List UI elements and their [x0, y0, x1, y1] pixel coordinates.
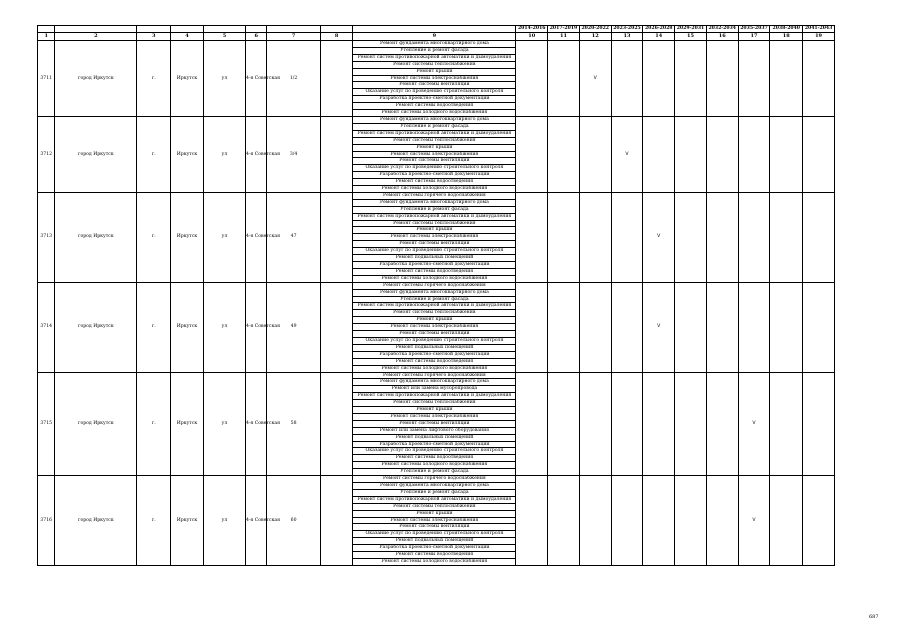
- city-name: город Иркутск: [55, 282, 137, 372]
- period-cell: [770, 192, 803, 282]
- header-empty-cell: [171, 26, 204, 33]
- work-type: Ремонт системы горячего водоснабжения: [353, 476, 516, 483]
- period-cell: [548, 192, 580, 282]
- table-row: [38, 372, 835, 379]
- column-number: 3: [137, 33, 171, 41]
- column-number: 16: [706, 33, 738, 41]
- column-number: 4: [171, 33, 204, 41]
- table-row: [38, 41, 835, 48]
- street-type: ул: [203, 116, 245, 192]
- work-type: Ремонт системы горячего водоснабжения: [353, 372, 516, 379]
- work-type: Разработка проектно-сметной документации: [353, 262, 516, 269]
- period-cell: [675, 192, 707, 282]
- work-type: Оказание услуг по проведению строительного контроля: [353, 165, 516, 172]
- period-cell: [548, 372, 580, 476]
- period-cell: [516, 41, 548, 117]
- work-type: Ремонт системы холодного водоснабжения: [353, 275, 516, 282]
- period-cell: [770, 116, 803, 192]
- column-number: 1: [38, 33, 55, 41]
- street-type: ул: [203, 372, 245, 476]
- period-cell: [803, 116, 835, 192]
- city-name: город Иркутск: [55, 116, 137, 192]
- period-header: 2041-2043: [803, 26, 835, 33]
- work-type: Утепление и ремонт фасада: [353, 47, 516, 54]
- period-cell: [516, 372, 548, 476]
- column-number: 8: [320, 33, 353, 41]
- period-cell: [738, 116, 770, 192]
- period-cell: [803, 282, 835, 372]
- work-type: Ремонт системы электроснабжения: [353, 75, 516, 82]
- settlement-name: Иркутск: [171, 116, 204, 192]
- period-cell: [675, 372, 707, 476]
- period-cell: [611, 192, 643, 282]
- period-cell: [611, 476, 643, 566]
- column-number: 2: [55, 33, 137, 41]
- work-type: Ремонт фундамента многоквартирного дома: [353, 41, 516, 48]
- period-cell: [706, 372, 738, 476]
- period-cell: [643, 116, 675, 192]
- empty-cell: [320, 282, 353, 372]
- work-type: Утепление и ремонт фасада: [353, 296, 516, 303]
- work-type: Разработка проектно-сметной документации: [353, 351, 516, 358]
- work-type: Ремонт системы холодного водоснабжения: [353, 110, 516, 117]
- column-number: 5: [203, 33, 245, 41]
- period-cell: [643, 41, 675, 117]
- work-type: Оказание услуг по проведению строительного контроля: [353, 448, 516, 455]
- settlement-name: Иркутск: [171, 372, 204, 476]
- period-cell: [770, 41, 803, 117]
- work-type: Ремонт или замена мусоропровода: [353, 386, 516, 393]
- work-type: Ремонт системы водоотведения: [353, 179, 516, 186]
- column-number-row: [38, 33, 835, 41]
- work-type: Ремонт фундамента многоквартирного дома: [353, 116, 516, 123]
- work-type: Ремонт системы холодного водоснабжения: [353, 558, 516, 565]
- work-type: Ремонт системы водоотведения: [353, 552, 516, 559]
- house-number: 3/4: [267, 116, 320, 192]
- street-type: ул: [203, 476, 245, 566]
- street-type: ул: [203, 41, 245, 117]
- period-cell: [516, 476, 548, 566]
- period-check-mark: V: [738, 372, 770, 476]
- period-cell: [803, 372, 835, 476]
- empty-cell: [320, 116, 353, 192]
- empty-cell: [320, 476, 353, 566]
- house-number: 58: [267, 372, 320, 476]
- period-header: 2032-2034: [706, 26, 738, 33]
- settlement-name: Иркутск: [171, 192, 204, 282]
- period-cell: [548, 282, 580, 372]
- repair-schedule-table: [37, 25, 835, 566]
- work-type: Ремонт систем противопожарной автоматики и дымоудаления: [353, 130, 516, 137]
- empty-cell: [320, 192, 353, 282]
- street-type: ул: [203, 282, 245, 372]
- street-name: 4-я Советская: [245, 116, 267, 192]
- street-name: 4-я Советская: [245, 476, 267, 566]
- period-check-mark: V: [643, 192, 675, 282]
- period-cell: [548, 41, 580, 117]
- street-type: ул: [203, 192, 245, 282]
- work-type: Разработка проектно-сметной документации: [353, 441, 516, 448]
- period-check-mark: V: [643, 282, 675, 372]
- work-type: Ремонт крыши: [353, 407, 516, 414]
- column-number: 10: [516, 33, 548, 41]
- header-empty-cell: [267, 26, 320, 33]
- period-cell: [706, 282, 738, 372]
- column-number: 11: [548, 33, 580, 41]
- work-type: Ремонт системы теплоснабжения: [353, 137, 516, 144]
- period-cell: [770, 282, 803, 372]
- work-type: Ремонт крыши: [353, 317, 516, 324]
- column-number: 18: [770, 33, 803, 41]
- settlement-type: г.: [137, 41, 171, 117]
- empty-cell: [320, 41, 353, 117]
- period-cell: [803, 192, 835, 282]
- work-type: Оказание услуг по проведению строительного контроля: [353, 337, 516, 344]
- work-type: Оказание услуг по проведению строительного контроля: [353, 531, 516, 538]
- period-cell: [738, 282, 770, 372]
- work-type: Разработка проектно-сметной документации: [353, 545, 516, 552]
- house-number: 1/2: [267, 41, 320, 117]
- settlement-type: г.: [137, 192, 171, 282]
- period-cell: [738, 192, 770, 282]
- work-type: Утепление и ремонт фасада: [353, 123, 516, 130]
- column-number: 13: [611, 33, 643, 41]
- work-type: Ремонт фундамента многоквартирного дома: [353, 483, 516, 490]
- period-cell: [579, 282, 611, 372]
- period-cell: [706, 476, 738, 566]
- header-empty-cell: [320, 26, 353, 33]
- period-check-mark: V: [579, 41, 611, 117]
- work-type: Ремонт фундамента многоквартирного дома: [353, 289, 516, 296]
- record-id: 3714: [38, 282, 55, 372]
- work-type: Ремонт системы горячего водоснабжения: [353, 192, 516, 199]
- period-cell: [516, 282, 548, 372]
- work-type: Разработка проектно-сметной документации: [353, 172, 516, 179]
- period-cell: [643, 476, 675, 566]
- column-number: 17: [738, 33, 770, 41]
- period-header: 2023-2025: [611, 26, 643, 33]
- period-check-mark: V: [611, 116, 643, 192]
- period-header: 2014-2016: [516, 26, 548, 33]
- period-cell: [706, 116, 738, 192]
- table-row: [38, 116, 835, 123]
- house-number: 60: [267, 476, 320, 566]
- settlement-name: Иркутск: [171, 476, 204, 566]
- work-type: Ремонт системы вентиляции: [353, 420, 516, 427]
- column-number: 14: [643, 33, 675, 41]
- record-id: 3713: [38, 192, 55, 282]
- period-header: 2017-2019: [548, 26, 580, 33]
- work-type: Ремонт системы вентиляции: [353, 158, 516, 165]
- street-name: 4-я Советская: [245, 41, 267, 117]
- work-type: Ремонт систем противопожарной автоматики и дымоудаления: [353, 496, 516, 503]
- page-number: 687: [869, 614, 879, 620]
- period-cell: [706, 192, 738, 282]
- record-id: 3711: [38, 41, 55, 117]
- column-number: 9: [353, 33, 516, 41]
- work-type: Ремонт систем противопожарной автоматики и дымоудаления: [353, 303, 516, 310]
- period-cell: [579, 192, 611, 282]
- header-empty-cell: [245, 26, 267, 33]
- period-cell: [548, 476, 580, 566]
- table-row: [38, 282, 835, 289]
- work-type: Ремонт системы вентиляции: [353, 331, 516, 338]
- work-type: Ремонт фундамента многоквартирного дома: [353, 379, 516, 386]
- city-name: город Иркутск: [55, 372, 137, 476]
- header-empty-cell: [55, 26, 137, 33]
- house-number: 49: [267, 282, 320, 372]
- settlement-type: г.: [137, 282, 171, 372]
- settlement-type: г.: [137, 372, 171, 476]
- work-type: Ремонт подвальных помещений: [353, 255, 516, 262]
- work-type: Ремонт системы теплоснабжения: [353, 400, 516, 407]
- settlement-name: Иркутск: [171, 41, 204, 117]
- work-type: Ремонт системы электроснабжения: [353, 151, 516, 158]
- work-type: Оказание услуг по проведению строительного контроля: [353, 248, 516, 255]
- work-type: Ремонт системы вентиляции: [353, 524, 516, 531]
- work-type: Ремонт крыши: [353, 227, 516, 234]
- work-type: Утепление и ремонт фасада: [353, 206, 516, 213]
- city-name: город Иркутск: [55, 41, 137, 117]
- work-type: Ремонт или замена лифтового оборудования: [353, 427, 516, 434]
- period-header: 2029-2031: [675, 26, 707, 33]
- period-cell: [675, 41, 707, 117]
- period-cell: [611, 41, 643, 117]
- period-cell: [803, 476, 835, 566]
- work-type: Ремонт системы водоотведения: [353, 268, 516, 275]
- column-number: 12: [579, 33, 611, 41]
- settlement-type: г.: [137, 476, 171, 566]
- work-type: Ремонт системы вентиляции: [353, 241, 516, 248]
- period-cell: [675, 282, 707, 372]
- work-type: Ремонт системы теплоснабжения: [353, 310, 516, 317]
- period-cell: [516, 116, 548, 192]
- work-type: Утепление и ремонт фасада: [353, 469, 516, 476]
- period-cell: [770, 476, 803, 566]
- work-type: Ремонт систем противопожарной автоматики и дымоудаления: [353, 213, 516, 220]
- work-type: Ремонт системы электроснабжения: [353, 234, 516, 241]
- period-header: 2038-2040: [770, 26, 803, 33]
- work-type: Утепление и ремонт фасада: [353, 489, 516, 496]
- work-type: Ремонт подвальных помещений: [353, 538, 516, 545]
- work-type: Ремонт системы электроснабжения: [353, 517, 516, 524]
- period-cell: [738, 41, 770, 117]
- work-type: Ремонт системы теплоснабжения: [353, 61, 516, 68]
- city-name: город Иркутск: [55, 476, 137, 566]
- period-cell: [579, 116, 611, 192]
- work-type: Ремонт системы холодного водоснабжения: [353, 365, 516, 372]
- period-cell: [803, 41, 835, 117]
- street-name: 4-я Советская: [245, 282, 267, 372]
- street-name: 4-я Советская: [245, 372, 267, 476]
- work-type: Разработка проектно-сметной документации: [353, 96, 516, 103]
- period-cell: [579, 372, 611, 476]
- work-type: Ремонт систем противопожарной автоматики и дымоудаления: [353, 393, 516, 400]
- period-header: 2035-2037: [738, 26, 770, 33]
- record-id: 3712: [38, 116, 55, 192]
- street-name: 4-я Советская: [245, 192, 267, 282]
- work-type: Ремонт подвальных помещений: [353, 434, 516, 441]
- header-empty-cell: [137, 26, 171, 33]
- table-row: [38, 192, 835, 199]
- record-id: 3715: [38, 372, 55, 476]
- period-cell: [770, 372, 803, 476]
- work-type: Ремонт системы горячего водоснабжения: [353, 282, 516, 289]
- column-number: 19: [803, 33, 835, 41]
- work-type: Ремонт крыши: [353, 510, 516, 517]
- period-cell: [675, 116, 707, 192]
- record-id: 3716: [38, 476, 55, 566]
- settlement-name: Иркутск: [171, 282, 204, 372]
- work-type: Ремонт крыши: [353, 144, 516, 151]
- work-type: Ремонт системы водоотведения: [353, 358, 516, 365]
- work-type: Ремонт фундамента многоквартирного дома: [353, 199, 516, 206]
- table-row: [38, 476, 835, 483]
- period-cell: [611, 372, 643, 476]
- work-type: Ремонт системы электроснабжения: [353, 324, 516, 331]
- header-empty-cell: [38, 26, 55, 33]
- work-type: Ремонт системы холодного водоснабжения: [353, 186, 516, 193]
- work-type: Ремонт системы холодного водоснабжения: [353, 462, 516, 469]
- header-empty-cell: [353, 26, 516, 33]
- period-cell: [516, 192, 548, 282]
- period-cell: [675, 476, 707, 566]
- period-cell: [579, 476, 611, 566]
- period-cell: [643, 372, 675, 476]
- period-check-mark: V: [738, 476, 770, 566]
- period-header-row: [38, 26, 835, 33]
- work-type: Ремонт системы вентиляции: [353, 82, 516, 89]
- column-number: 6: [245, 33, 267, 41]
- work-type: Ремонт систем противопожарной автоматики и дымоудаления: [353, 54, 516, 61]
- work-type: Ремонт системы теплоснабжения: [353, 503, 516, 510]
- work-type: Ремонт подвальных помещений: [353, 344, 516, 351]
- settlement-type: г.: [137, 116, 171, 192]
- period-cell: [706, 41, 738, 117]
- period-header: 2020-2022: [579, 26, 611, 33]
- work-type: Ремонт системы электроснабжения: [353, 413, 516, 420]
- work-type: Ремонт крыши: [353, 68, 516, 75]
- work-type: Ремонт системы водоотведения: [353, 455, 516, 462]
- work-type: Ремонт системы теплоснабжения: [353, 220, 516, 227]
- work-type: Ремонт системы водоотведения: [353, 103, 516, 110]
- header-empty-cell: [203, 26, 245, 33]
- period-header: 2026-2028: [643, 26, 675, 33]
- work-type: Оказание услуг по проведению строительного контроля: [353, 89, 516, 96]
- house-number: 47: [267, 192, 320, 282]
- city-name: город Иркутск: [55, 192, 137, 282]
- period-cell: [548, 116, 580, 192]
- period-cell: [611, 282, 643, 372]
- column-number: 15: [675, 33, 707, 41]
- column-number: 7: [267, 33, 320, 41]
- empty-cell: [320, 372, 353, 476]
